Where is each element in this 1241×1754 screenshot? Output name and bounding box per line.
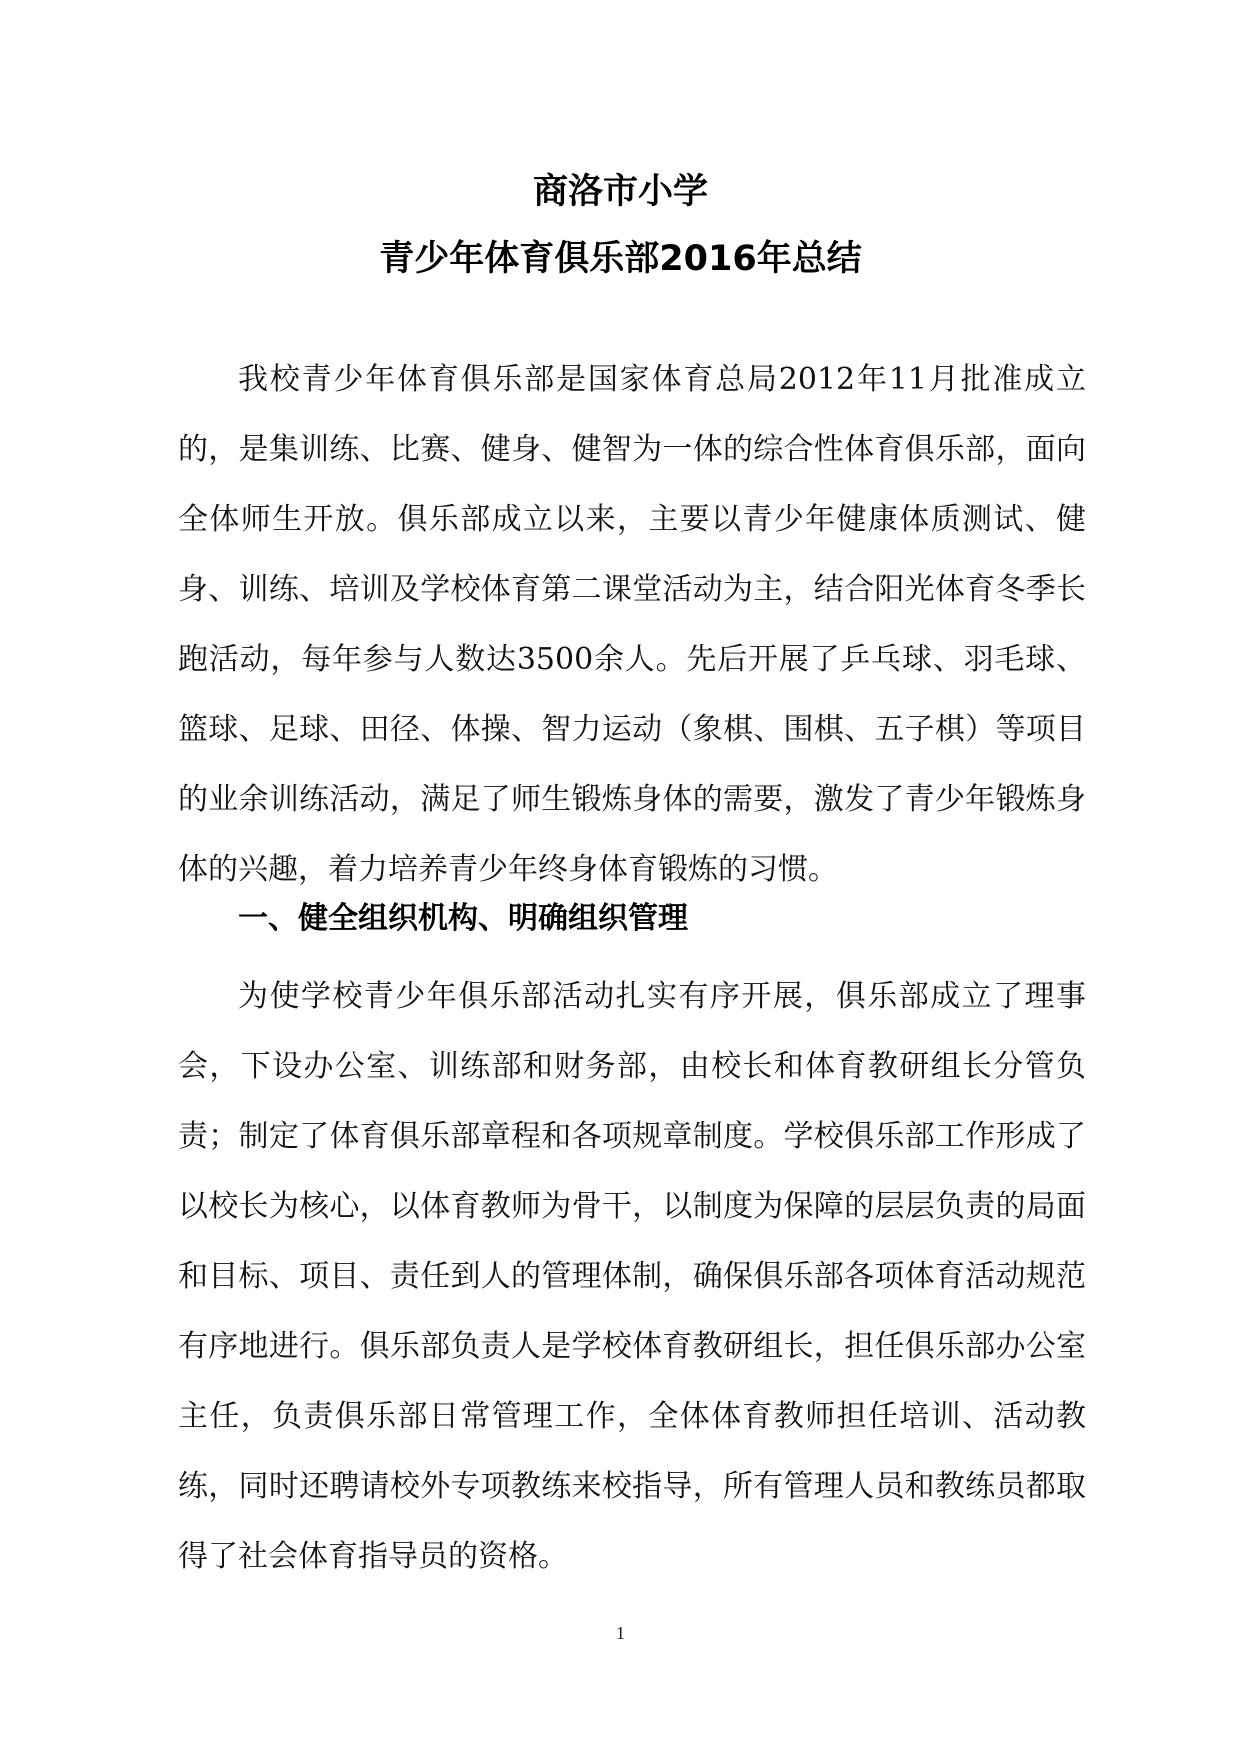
section-1-heading: 一、健全组织机构、明确组织管理 (238, 901, 688, 936)
section-1-body (178, 962, 1086, 1592)
intro-section (178, 345, 1086, 905)
intro-paragraph: 我校青少年体育俱乐部是国家体育总局2012年11月批准成立的，是集训练、比赛、健身、健智为一体的综合性体育俱乐部，面向全体师生开放。俱乐部成立以来，主要以青少年健康体质测试、健身、训练、培训及学校体育第二课堂活动为主，结合阳光体育冬季长跑活动，每年参与人数达3500余人。先后开展了乒乓球、羽毛球、篮球、足球、田径、体操、智力运动（象棋、围棋、五子棋）等项目的业余训练活动，满足了师生锻炼身体的需要，激发了青少年锻炼身体的兴趣，着力培养青少年终身体育锻炼的习惯。 (178, 362, 1086, 887)
section-1-paragraph: 为使学校青少年俱乐部活动扎实有序开展，俱乐部成立了理事会，下设办公室、训练部和财务部，由校长和体育教研组长分管负责；制定了体育俱乐部章程和各项规章制度。学校俱乐部工作形成了以校长为核心，以体育教师为骨干，以制度为保障的层层负责的局面和目标、项目、责任到人的管理体制，确保俱乐部各项体育活动规范有序地进行。俱乐部负责人是学校体育教研组长，担任俱乐部办公室主任，负责俱乐部日常管理工作，全体体育教师担任培训、活动教练，同时还聘请校外专项教练来校指导，所有管理人员和教练员都取得了社会体育指导员的资格。 (178, 979, 1086, 1574)
page-number: 1 (616, 1623, 625, 1643)
document-title-line-1: 商洛市小学 (532, 172, 708, 212)
document-title-line-2: 青少年体育俱乐部2016年总结 (379, 239, 862, 279)
